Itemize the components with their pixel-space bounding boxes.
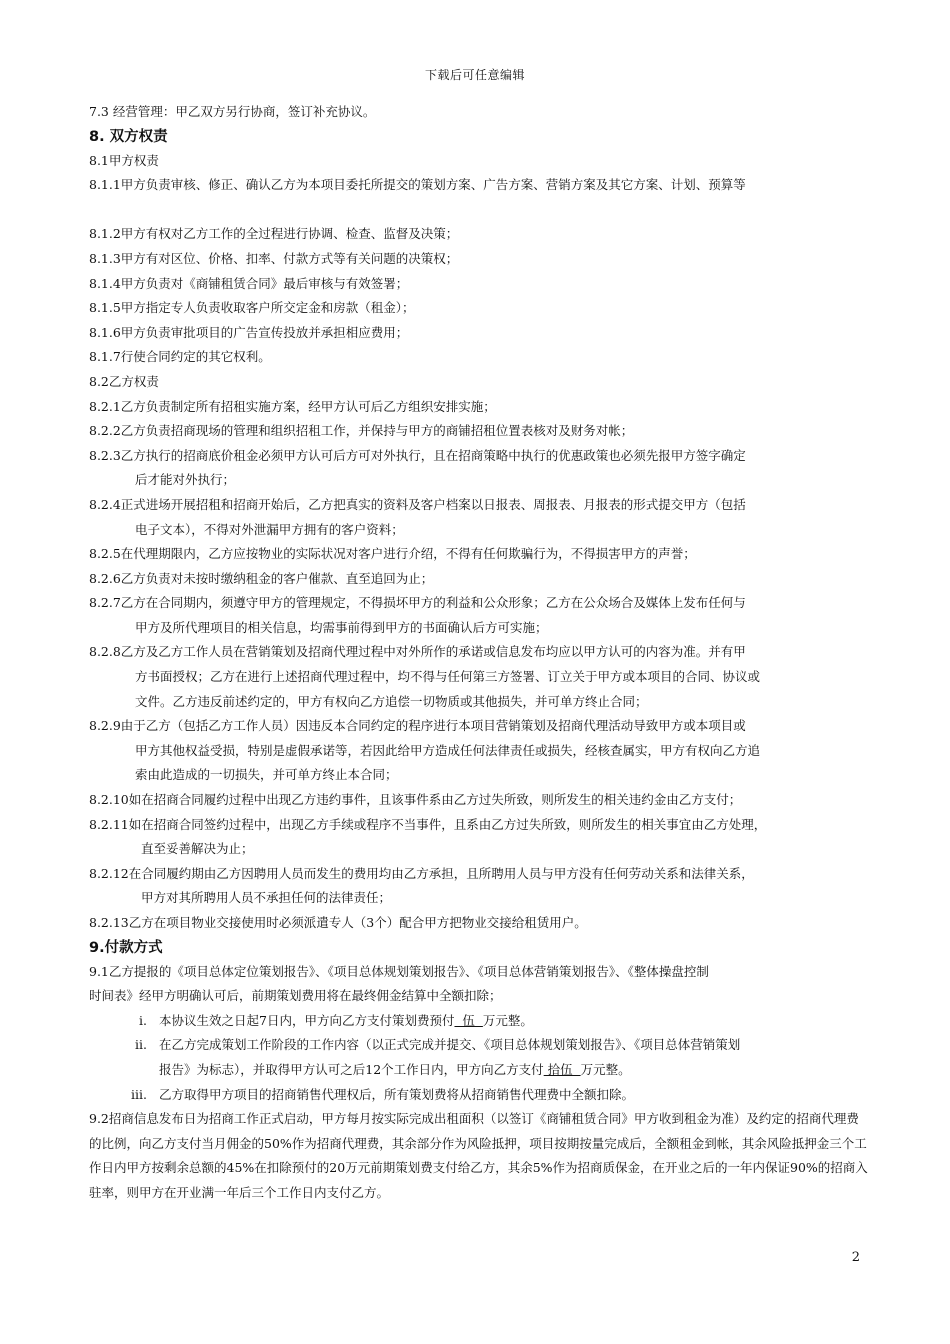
subsection-8-2: 8.2乙方权责 xyxy=(89,373,159,389)
clause-8-2-4: 8.2.4正式进场开展招租和招商开始后，乙方把真实的资料及客户档案以日报表、周报表、月报表的形式提交甲方（包括 xyxy=(89,496,746,512)
payment-item-i-amount: 伍 xyxy=(454,1012,483,1028)
payment-item-ii-line-1: 在乙方完成策划工作阶段的工作内容（以正式完成并提交、《项目总体规划策划报告》、《项目总体营销策划 xyxy=(159,1037,741,1053)
payment-item-ii-number: ii. xyxy=(135,1037,147,1053)
clause-8-2-7-cont: 甲方及所代理项目的相关信息，均需事前得到甲方的书面确认后方可实施； xyxy=(135,619,548,635)
clause-8-2-11: 8.2.11如在招商合同签约过程中，出现乙方手续或程序不当事件，且系由乙方过失所致，则所发生的相关事宜由乙方处理， xyxy=(89,816,767,832)
page-number: 2 xyxy=(851,1250,860,1265)
clause-8-2-9-cont-2: 索由此造成的一切损失，并可单方终止本合同； xyxy=(135,767,398,783)
clause-8-1-2: 8.1.2甲方有权对乙方工作的全过程进行协调、检查、监督及决策； xyxy=(89,226,459,242)
payment-item-i-number: i. xyxy=(139,1012,147,1028)
payment-item-iii-number: iii. xyxy=(131,1086,147,1102)
clause-8-2-4-cont: 电子文本），不得对外泄漏甲方拥有的客户资料； xyxy=(135,521,404,537)
payment-item-ii-pre: 报告》为标志），并取得甲方认可之后12个工作日内，甲方向乙方支付 xyxy=(159,1061,544,1077)
payment-item-i xyxy=(89,1009,869,1034)
clause-8-1-4: 8.1.4甲方负责对《商铺租赁合同》最后审核与有效签署； xyxy=(89,275,409,291)
clause-8-1-1: 8.1.1甲方负责审核、修正、确认乙方为本项目委托所提交的策划方案、广告方案、营销方案及其它方案、计划、预算等 xyxy=(89,177,746,193)
clause-8-2-3: 8.2.3乙方执行的招商底价租金必须甲方认可后方可对外执行，且在招商策略中执行的优惠政策也必须先报甲方签字确定 xyxy=(89,447,746,463)
clause-8-2-11-cont: 直至妥善解决为止； xyxy=(141,841,254,857)
payment-item-iii-text: 乙方取得甲方项目的招商销售代理权后，所有策划费将从招商销售代理费中全额扣除。 xyxy=(159,1086,635,1102)
payment-item-i-text xyxy=(159,1009,869,1034)
clause-8-2-5: 8.2.5在代理期限内，乙方应按物业的实际状况对客户进行介绍，不得有任何欺骗行为，不得损害甲方的声誉； xyxy=(89,546,696,562)
payment-item-i-pre: 本协议生效之日起7日内，甲方向乙方支付策划费预付 xyxy=(159,1012,455,1028)
clause-9-2: 9.2招商信息发布日为招商工作正式启动，甲方每月按实际完成出租面积（以签订《商铺租赁合同》甲方收到租金为准）及约定的招商代理费的比例，向乙方支付当月佣金的50%作为招商代理费，其余部分作为风险抵押，项目按期按量完成后，全额租金到帐，其余风险抵押金三个工作日内甲方按剩余总额的45%在扣除预付的20万元前期策划费支付给乙方，其余5%作为招商质保金，在开业之后的一年内保证90%的招商入驻率，则甲方在开业满一年后三个工作日内支付乙方。 xyxy=(89,1111,868,1200)
document-body xyxy=(89,100,869,1206)
clause-8-2-8-cont-2: 文件。乙方违反前述约定的，甲方有权向乙方追偿一切物质或其他损失，并可单方终止合同； xyxy=(135,693,648,709)
clause-8-2-1: 8.2.1乙方负责制定所有招租实施方案，经甲方认可后乙方组织安排实施； xyxy=(89,398,496,414)
section-9-heading: 9.付款方式 xyxy=(89,939,163,956)
section-8-heading: 8. 双方权责 xyxy=(89,128,168,145)
payment-item-ii-line-2 xyxy=(159,1058,869,1083)
clause-8-2-13: 8.2.13乙方在项目物业交接使用时必须派遣专人（3个）配合甲方把物业交接给租赁用户。 xyxy=(89,915,587,930)
page-header: 下载后可任意编辑 xyxy=(424,68,525,82)
payment-item-ii-text xyxy=(159,1033,869,1082)
subsection-8-1: 8.1甲方权责 xyxy=(89,152,159,168)
clause-8-2-12: 8.2.12在合同履约期由乙方因聘用人员而发生的费用均由乙方承担，且所聘用人员与甲方没有任何劳动关系和法律关系， xyxy=(89,865,754,881)
clause-9-1: 9.1乙方提报的《项目总体定位策划报告》、《项目总体规划策划报告》、《项目总体营销策划报告》、《整体操盘控制 xyxy=(89,963,709,979)
clause-7-3: 7.3 经营管理：甲乙双方另行协商，签订补充协议。 xyxy=(89,104,376,119)
clause-8-2-8: 8.2.8乙方及乙方工作人员在营销策划及招商代理过程中对外所作的承诺或信息发布均应以甲方认可的内容为准。并有甲 xyxy=(89,644,746,660)
payment-item-ii-amount: 拾伍 xyxy=(543,1061,581,1077)
clause-8-1-7: 8.1.7行使合同约定的其它权利。 xyxy=(89,349,271,365)
clause-8-1-6: 8.1.6甲方负责审批项目的广告宣传投放并承担相应费用； xyxy=(89,324,409,340)
payment-item-ii xyxy=(89,1033,869,1082)
clause-8-2-7: 8.2.7乙方在合同期内，须遵守甲方的管理规定，不得损坏甲方的利益和公众形象；乙方在公众场合及媒体上发布任何与 xyxy=(89,595,746,611)
clause-8-2-3-cont: 后才能对外执行； xyxy=(135,472,236,488)
clause-8-2-9-cont-1: 甲方其他权益受损，特别是虚假承诺等，若因此给甲方造成任何法律责任或损失，经核查属实，甲方有权向乙方追 xyxy=(135,742,761,758)
clause-8-2-12-cont: 甲方对其所聘用人员不承担任何的法律责任； xyxy=(141,890,392,906)
clause-8-1-5: 8.1.5甲方指定专人负责收取客户所交定金和房款（租金）； xyxy=(89,300,415,316)
clause-8-2-6: 8.2.6乙方负责对未按时缴纳租金的客户催款、直至追回为止； xyxy=(89,570,434,586)
payment-item-i-post: 万元整。 xyxy=(482,1012,533,1028)
clause-8-2-9: 8.2.9由于乙方（包括乙方工作人员）因违反本合同约定的程序进行本项目营销策划及招商代理活动导致甲方或本项目或 xyxy=(89,718,746,734)
clause-8-1-3: 8.1.3甲方有对区位、价格、扣率、付款方式等有关问题的决策权； xyxy=(89,250,459,266)
payment-item-ii-post: 万元整。 xyxy=(580,1061,631,1077)
payment-item-iii xyxy=(89,1083,869,1108)
clause-8-2-10: 8.2.10如在招商合同履约过程中出现乙方违约事件，且该事件系由乙方过失所致，则所发生的相关违约金由乙方支付； xyxy=(89,792,742,808)
clause-8-2-8-cont-1: 方书面授权；乙方在进行上述招商代理过程中，均不得与任何第三方签署、订立关于甲方或本项目的合同、协议或 xyxy=(135,669,761,685)
clause-9-1-cont: 时间表》经甲方明确认可后，前期策划费用将在最终佣金结算中全额扣除； xyxy=(89,988,502,1004)
clause-8-2-2: 8.2.2乙方负责招商现场的管理和组织招租工作，并保持与甲方的商铺招租位置表核对及财务对帐； xyxy=(89,423,634,439)
blank-line xyxy=(89,198,869,223)
